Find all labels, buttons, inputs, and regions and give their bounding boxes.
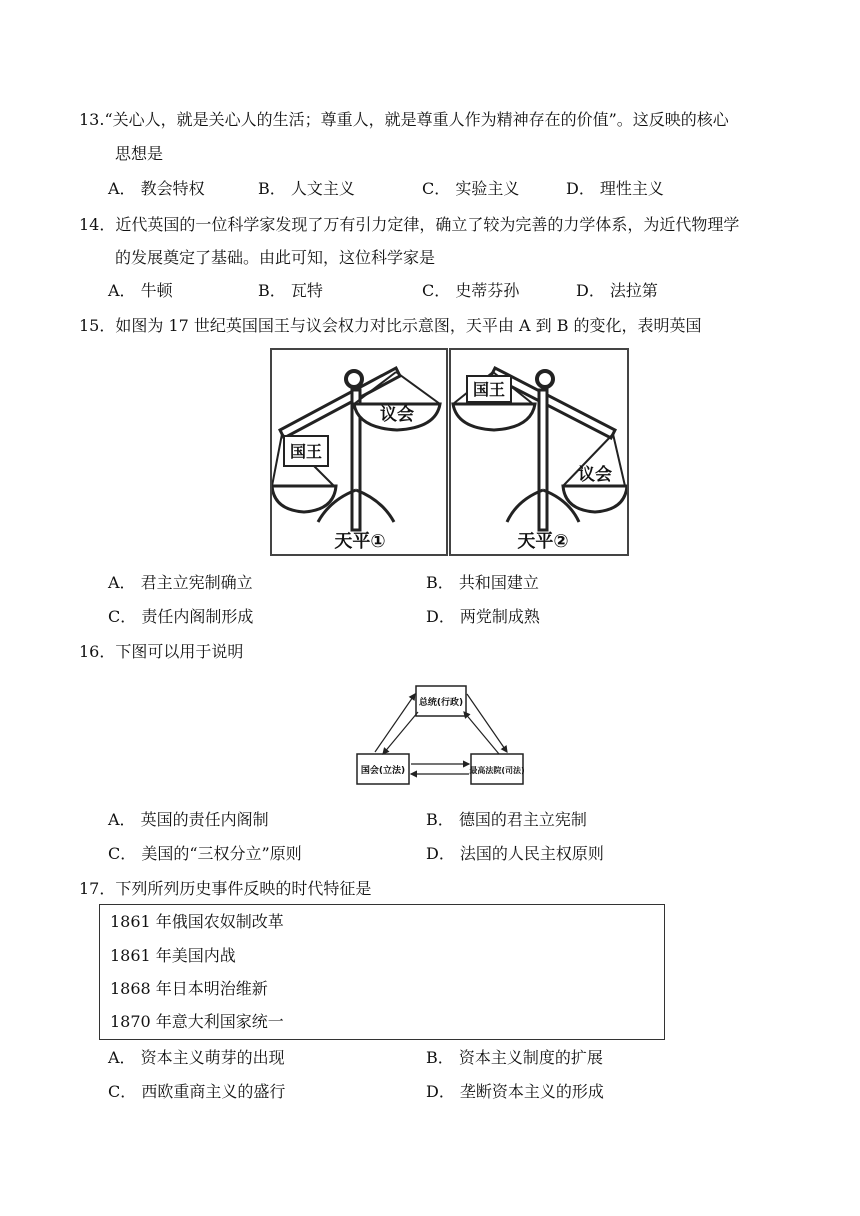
q15-option-d[interactable]: D． 两党制成熟 [426,607,540,626]
q16-option-b[interactable]: B． 德国的君主立宪制 [426,810,587,829]
q16-stem: 16．下图可以用于说明 [79,642,244,661]
q14-option-a[interactable]: A． 牛顿 [108,281,173,300]
q14-stem-line1: 14．近代英国的一位科学家发现了万有引力定律，确立了较为完善的力学体系，为近代物理学 [79,215,740,234]
q17-event-3: 1868 年日本明治维新 [110,979,268,998]
diagram-executive-label: 总统(行政) [418,698,464,708]
q14-stem-line2: 的发展奠定了基础。由此可知，这位科学家是 [115,248,436,267]
diagram-legislative-label: 国会(立法) [360,766,406,776]
scale2-low-pan-label: 议会 [578,465,612,485]
scale1-high-pan-label: 议会 [380,405,414,425]
q16-option-d[interactable]: D． 法国的人民主权原则 [426,844,604,863]
q15-stem: 15．如图为 17 世纪英国国王与议会权力对比示意图，天平由 A 到 B 的变化，表明英国 [79,316,702,335]
q16-option-c[interactable]: C． 美国的“三权分立”原则 [108,844,302,863]
q13-option-d[interactable]: D． 理性主义 [566,179,664,198]
scale1-caption: 天平① [334,531,386,552]
q17-events-box [99,904,665,1040]
q14-option-c[interactable]: C． 史蒂芬孙 [422,281,520,300]
q17-stem: 17．下列所列历史事件反映的时代特征是 [79,879,372,898]
separation-of-powers-diagram [355,682,525,788]
q17-option-a[interactable]: A． 资本主义萌芽的出现 [108,1048,285,1067]
q15-option-c[interactable]: C． 责任内阁制形成 [108,607,254,626]
q16-option-a[interactable]: A． 英国的责任内阁制 [108,810,269,829]
scale2-caption: 天平② [517,531,569,552]
q17-event-2: 1861 年美国内战 [110,946,236,965]
q17-option-d[interactable]: D． 垄断资本主义的形成 [426,1082,604,1101]
q14-option-b[interactable]: B． 瓦特 [258,281,323,300]
q13-option-c[interactable]: C． 实验主义 [422,179,520,198]
scale1-low-pan-label: 国王 [289,442,323,461]
balance-scale-2-drawing [451,350,627,554]
scale2-high-pan-label: 国王 [472,380,506,399]
balance-scale-1-figure [270,348,448,556]
q15-option-a[interactable]: A． 君主立宪制确立 [108,573,253,592]
q17-event-4: 1870 年意大利国家统一 [110,1012,284,1031]
q13-stem-line1: 13.“关心人，就是关心人的生活；尊重人，就是尊重人作为精神存在的价值”。这反映的核心 [79,110,729,129]
q14-option-d[interactable]: D． 法拉第 [576,281,658,300]
diagram-judicial-label: 最高法院(司法) [469,766,525,775]
q13-option-b[interactable]: B． 人文主义 [258,179,355,198]
q15-option-b[interactable]: B． 共和国建立 [426,573,539,592]
balance-scale-2-figure [449,348,629,556]
balance-scale-1-drawing [272,350,446,554]
q17-event-1: 1861 年俄国农奴制改革 [110,912,284,931]
q13-stem-line2: 思想是 [115,144,164,163]
q13-option-a[interactable]: A． 教会特权 [108,179,205,198]
q17-option-b[interactable]: B． 资本主义制度的扩展 [426,1048,603,1067]
q17-option-c[interactable]: C． 西欧重商主义的盛行 [108,1082,286,1101]
